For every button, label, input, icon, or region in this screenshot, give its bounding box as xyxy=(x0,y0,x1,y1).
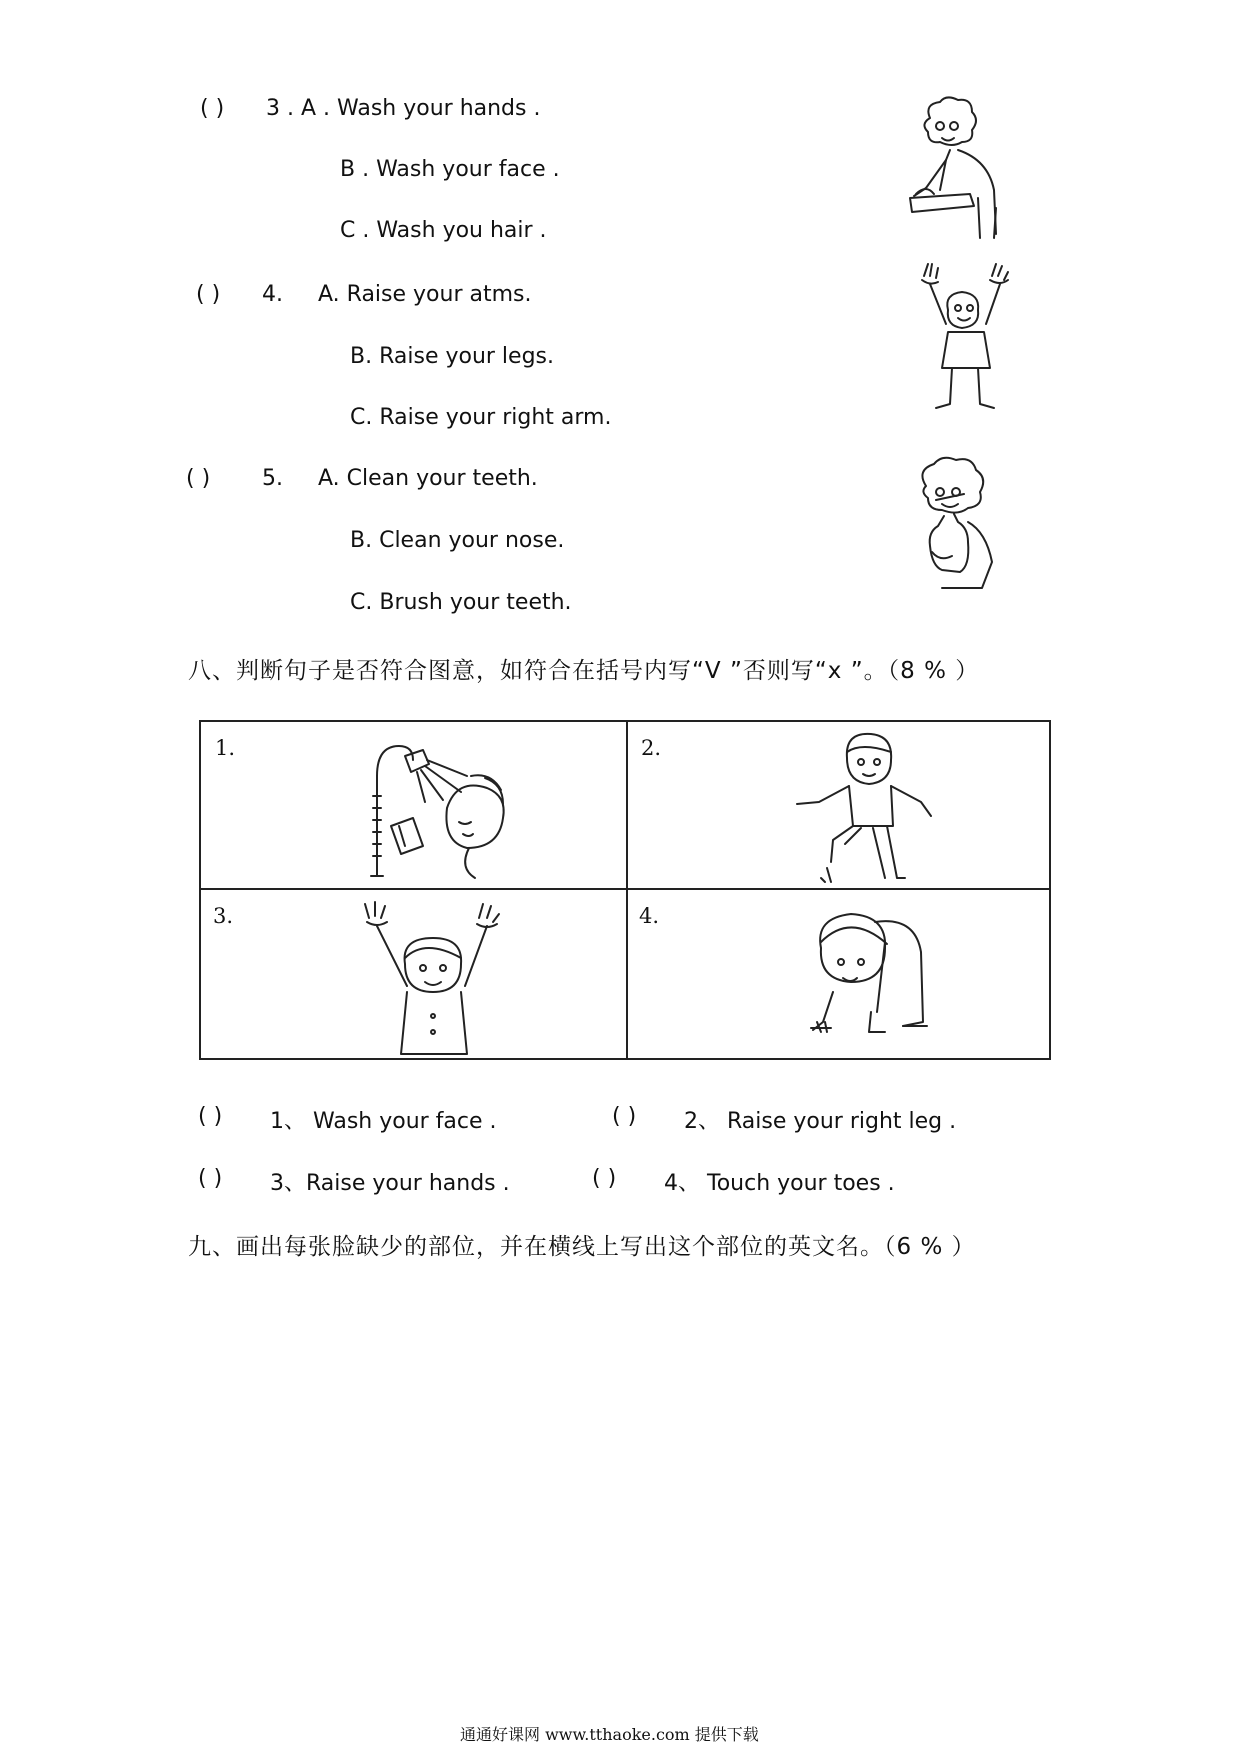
girl-raising-arms-icon xyxy=(918,262,1018,412)
boy-touching-toes-icon xyxy=(781,902,941,1052)
shower-washing-hair-icon xyxy=(351,736,521,882)
answer-paren-q4[interactable]: ( ) xyxy=(196,282,221,307)
answer-paren-4[interactable]: ( ) xyxy=(592,1166,617,1191)
section-8-heading: 八、判断句子是否符合图意，如符合在括号内写“V ”否则写“x ”。（8 % ） xyxy=(188,658,980,684)
answer-sentence-1: 1、 Wash your face . xyxy=(270,1109,497,1134)
question-3-option-c: C . Wash you hair . xyxy=(340,218,547,243)
question-5-option-a: A. Clean your teeth. xyxy=(318,466,538,491)
girl-washing-hands-icon xyxy=(900,98,1010,238)
answer-paren-q3[interactable]: ( ) xyxy=(200,96,225,121)
grid-divider-horizontal xyxy=(201,888,1049,890)
answer-paren-q5[interactable]: ( ) xyxy=(186,466,211,491)
section-9-heading: 九、画出每张脸缺少的部位，并在横线上写出这个部位的英文名。（6 % ） xyxy=(188,1234,976,1260)
question-5-option-c: C. Brush your teeth. xyxy=(350,590,572,615)
answer-sentence-2: 2、 Raise your right leg . xyxy=(684,1109,957,1134)
question-5-number: 5. xyxy=(262,466,283,491)
picture-2-number: 2. xyxy=(641,736,662,760)
answer-paren-3[interactable]: ( ) xyxy=(198,1166,223,1191)
answer-paren-2[interactable]: ( ) xyxy=(612,1104,637,1129)
question-4-option-b: B. Raise your legs. xyxy=(350,344,554,369)
picture-grid xyxy=(199,720,1051,1060)
question-3-option-a: 3 . A . Wash your hands . xyxy=(266,96,541,121)
answer-sentence-4: 4、 Touch your toes . xyxy=(664,1171,895,1196)
question-4-number: 4. xyxy=(262,282,283,307)
question-3-option-b: B . Wash your face . xyxy=(340,157,560,182)
boy-raising-leg-icon xyxy=(791,728,941,888)
answer-paren-1[interactable]: ( ) xyxy=(198,1104,223,1129)
question-4-option-a: A. Raise your atms. xyxy=(318,282,532,307)
footer-credit: 通通好课网 www.tthaoke.com 提供下载 xyxy=(460,1725,759,1744)
picture-3-number: 3. xyxy=(213,904,234,928)
grid-divider-vertical xyxy=(626,722,628,1058)
picture-1-number: 1. xyxy=(215,736,236,760)
picture-4-number: 4. xyxy=(639,904,660,928)
question-5-option-b: B. Clean your nose. xyxy=(350,528,565,553)
girl-brushing-teeth-icon xyxy=(906,456,1006,592)
question-4-option-c: C. Raise your right arm. xyxy=(350,405,612,430)
answer-sentence-3: 3、Raise your hands . xyxy=(270,1171,510,1196)
boy-raising-hands-icon xyxy=(361,898,511,1058)
